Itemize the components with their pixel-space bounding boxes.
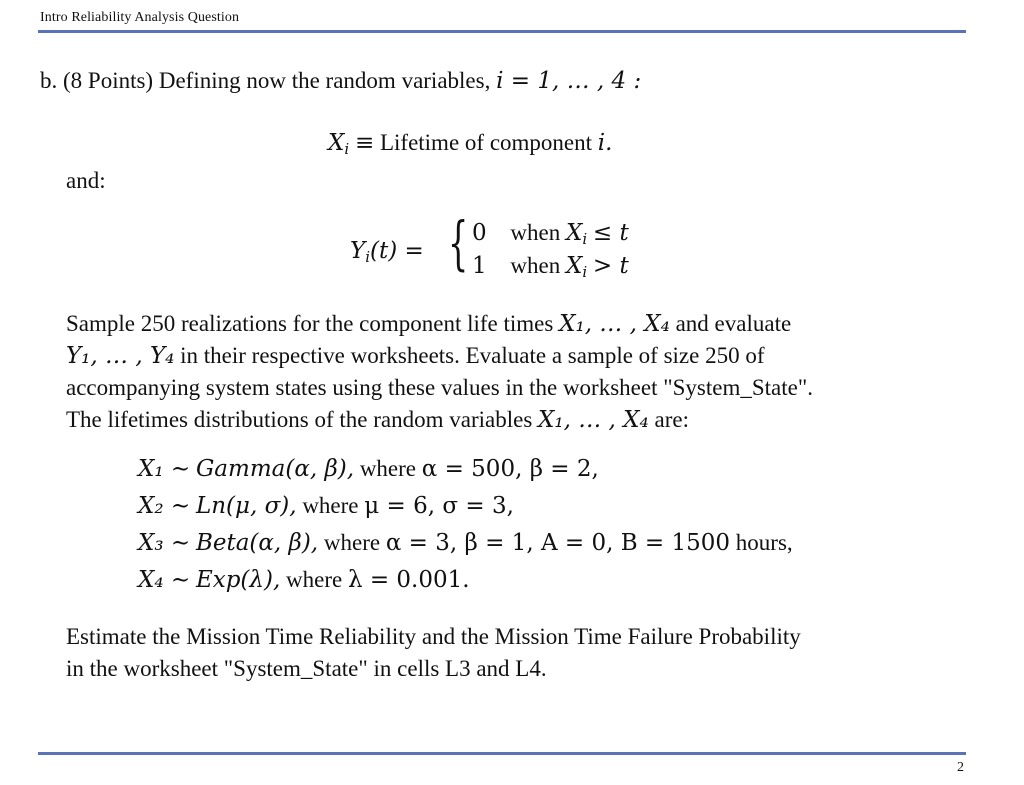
- dist-params: μ = 6, σ = 3,: [364, 493, 514, 519]
- para1-line3: accompanying system states using these values in the worksheet "System_State".: [66, 375, 813, 400]
- dist-unit: hours,: [735, 530, 793, 555]
- para1-line4-text: The lifetimes distributions of the random variables: [66, 407, 533, 432]
- para1-line4: [66, 407, 689, 433]
- dist-row: [138, 567, 470, 593]
- para1-line4-end: are:: [654, 407, 689, 432]
- para1-line1-end: and evaluate: [675, 311, 792, 336]
- case1-value: 1: [472, 253, 487, 279]
- dist-var: X₁ ∼: [138, 456, 191, 482]
- dist-row: [138, 456, 599, 482]
- para1-line1: [66, 311, 791, 337]
- dist-where: where: [286, 567, 343, 592]
- dist-row: [138, 493, 514, 519]
- x-subscript: i: [344, 140, 350, 158]
- intro-line: [40, 68, 641, 94]
- y-subscript: i: [365, 248, 370, 266]
- header-title: Intro Reliability Analysis Question: [40, 10, 240, 25]
- dist-where: where: [359, 456, 416, 481]
- top-rule: [38, 30, 966, 33]
- x-sequence: X₁, … , X₄: [559, 311, 670, 337]
- case0-when: when: [510, 220, 561, 245]
- x-definition: [328, 130, 612, 156]
- page-number: 2: [957, 760, 964, 775]
- dist-row: [138, 530, 793, 556]
- x-symbol: X: [328, 130, 345, 156]
- y-symbol: Y: [350, 238, 366, 264]
- case-row-0: 0 when $X_i \le t$: [472, 220, 629, 248]
- dist-var: X₂ ∼: [138, 493, 191, 519]
- y-sequence: Y₁, … , Y₄: [66, 343, 175, 369]
- dist-params: α = 500, β = 2,: [421, 456, 599, 482]
- def-text: Lifetime of component: [379, 130, 593, 155]
- intro-text: b. (8 Points) Defining now the random variables,: [40, 68, 491, 93]
- x-sequence-2: X₁, … , X₄: [538, 407, 649, 433]
- cases-brace: {: [448, 209, 469, 277]
- dist-fn: Exp(λ),: [195, 567, 281, 593]
- para1-line2-text: in their respective worksheets. Evaluate a sample of size 250 of: [180, 343, 765, 368]
- dist-where: where: [323, 530, 381, 555]
- final-line1: Estimate the Mission Time Reliability and the Mission Time Failure Probability: [66, 624, 801, 649]
- dist-params: λ = 0.001.: [347, 567, 470, 593]
- dist-var: X₄ ∼: [138, 567, 191, 593]
- case0-value: 0: [472, 220, 487, 246]
- final-line2: in the worksheet "System_State" in cells L3 and L4.: [66, 656, 547, 681]
- y-lhs: [350, 238, 424, 264]
- case1-condition: > t: [592, 253, 629, 279]
- bottom-rule: [38, 752, 966, 755]
- case-row-1: 1 when $X_i > t$: [472, 253, 629, 281]
- case0-condition: ≤ t: [592, 220, 629, 246]
- para1-line1-text: Sample 250 realizations for the component life times: [66, 311, 554, 336]
- case1-when: when: [510, 253, 561, 278]
- dist-fn: Beta(α, β),: [195, 530, 319, 556]
- def-index: i.: [597, 130, 613, 156]
- and-label: and:: [66, 168, 106, 193]
- para1-line2: [66, 343, 765, 369]
- dist-var: X₃ ∼: [138, 530, 191, 556]
- dist-where: where: [302, 493, 359, 518]
- dist-fn: Gamma(α, β),: [195, 456, 355, 482]
- dist-fn: Ln(μ, σ),: [195, 493, 297, 519]
- dist-params: α = 3, β = 1, A = 0, B = 1500: [385, 530, 731, 556]
- index-range: i = 1, … , 4 :: [496, 68, 642, 94]
- y-arg: (t) =: [370, 238, 424, 264]
- equiv-symbol: ≡: [354, 130, 375, 156]
